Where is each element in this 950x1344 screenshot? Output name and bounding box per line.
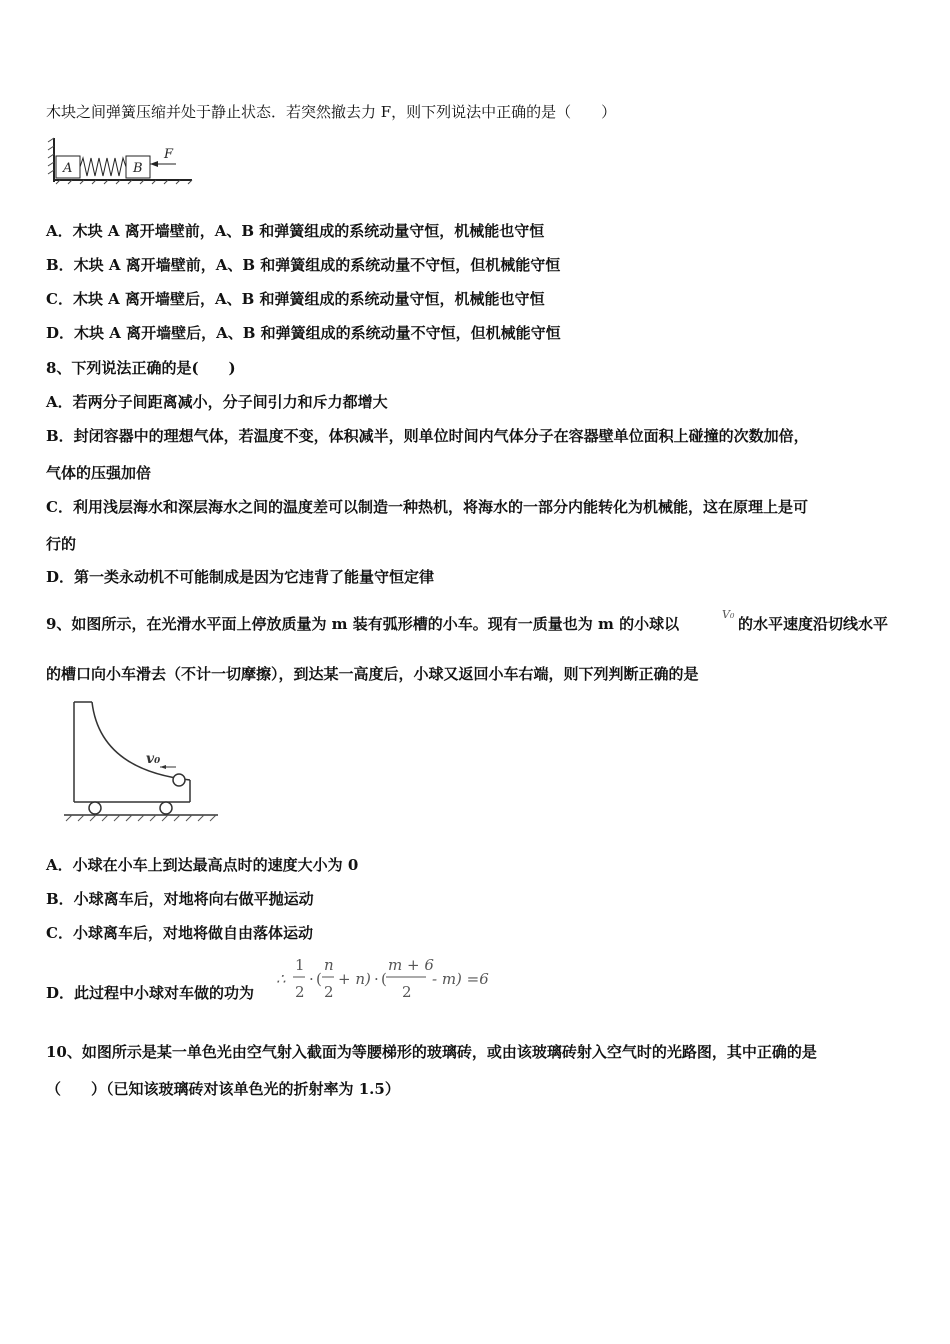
q9-stem-line1-b: 的水平速度沿切线水平 [738,615,889,633]
q8-option-b-line2: 气体的压强加倍 [46,464,152,482]
q7-option-c: C．木块 A 离开墙壁后，A、B 和弹簧组成的系统动量守恒，机械能也守恒 [46,290,545,308]
work-formula [276,955,498,1005]
therefore-symbol: ∴ [276,970,286,988]
dot-operator-2: · [374,970,379,988]
fraction2-numerator: n [324,956,334,974]
q8-option-c-line2: 行的 [46,535,77,553]
ball [173,774,185,786]
q10-line1: 10、如图所示是某一单色光由空气射入截面为等腰梯形的玻璃砖，或由该玻璃砖射入空气时的光路图，其中正确的是 [46,1043,817,1061]
q8-stem: 8、下列说法正确的是( ) [46,359,236,377]
q7-intro: 木块之间弹簧压缩并处于静止状态．若突然撤去力 F，则下列说法中正确的是（ ） [46,103,617,121]
fraction1-denominator: 2 [295,983,305,1001]
v0-symbol: V₀ [722,608,735,621]
q9-option-a: A．小球在小车上到达最高点时的速度大小为 0 [46,856,359,874]
ground [64,815,218,821]
cart-body [74,702,190,802]
q8-option-c-line1: C．利用浅层海水和深层海水之间的温度差可以制造一种热机，将海水的一部分内能转化为机械能，这在原理上是可 [46,498,808,516]
spring-blocks-figure [46,136,196,186]
block-a-label: A [63,161,73,176]
block-b-label: B [133,161,143,176]
wheel-right [160,802,172,814]
q8-option-b-line1: B．封闭容器中的理想气体，若温度不变，体积减半，则单位时间内气体分子在容器壁单位面积上碰撞的次数加倍， [46,427,809,445]
dot-operator-1: · [309,970,314,988]
fraction3-denominator: 2 [402,983,412,1001]
force-arrowhead [150,161,158,167]
q10-line2: （ ）（已知该玻璃砖对该单色光的折射率为 1.5） [46,1080,400,1098]
plus-n-term: + n) [338,970,371,988]
velocity-arrowhead [160,765,166,769]
paren-open-1: ( [316,970,322,988]
q9-stem-line1-a: 9、如图所示，在光滑水平面上停放质量为 m 装有弧形槽的小车。现有一质量也为 m 的小球以 [46,615,680,633]
q7-option-b: B．木块 A 离开墙壁前，A、B 和弹簧组成的系统动量不守恒，但机械能守恒 [46,256,561,274]
q9-option-c: C．小球离车后，对地将做自由落体运动 [46,924,313,942]
q8-option-d: D．第一类永动机不可能制成是因为它违背了能量守恒定律 [46,568,435,586]
fraction1-numerator: 1 [295,956,305,974]
arc-groove [92,702,190,780]
q7-option-d: D．木块 A 离开墙壁后，A、B 和弹簧组成的系统动量不守恒，但机械能守恒 [46,324,561,342]
velocity-label: v₀ [146,751,161,767]
wall [48,138,54,182]
fraction2-denominator: 2 [324,983,334,1001]
paren-open-2: ( [381,970,387,988]
fraction3-numerator: m + 6 [388,956,434,974]
spring [80,158,126,176]
formula-tail: - m) =6 [432,970,489,988]
q9-option-b: B．小球离车后，对地将向右做平抛运动 [46,890,314,908]
q8-option-a: A．若两分子间距离减小，分子间引力和斥力都增大 [46,393,388,411]
floor [54,180,192,184]
force-label: F [164,147,174,162]
q7-option-a: A．木块 A 离开墙壁前，A、B 和弹簧组成的系统动量守恒，机械能也守恒 [46,222,545,240]
cart-figure [62,700,220,826]
q9-stem-line2: 的槽口向小车滑去（不计一切摩擦），到达某一高度后，小球又返回小车右端，则下列判断正确的是 [46,665,699,683]
q9-option-d: D．此过程中小球对车做的功为 [46,984,255,1002]
wheel-left [89,802,101,814]
